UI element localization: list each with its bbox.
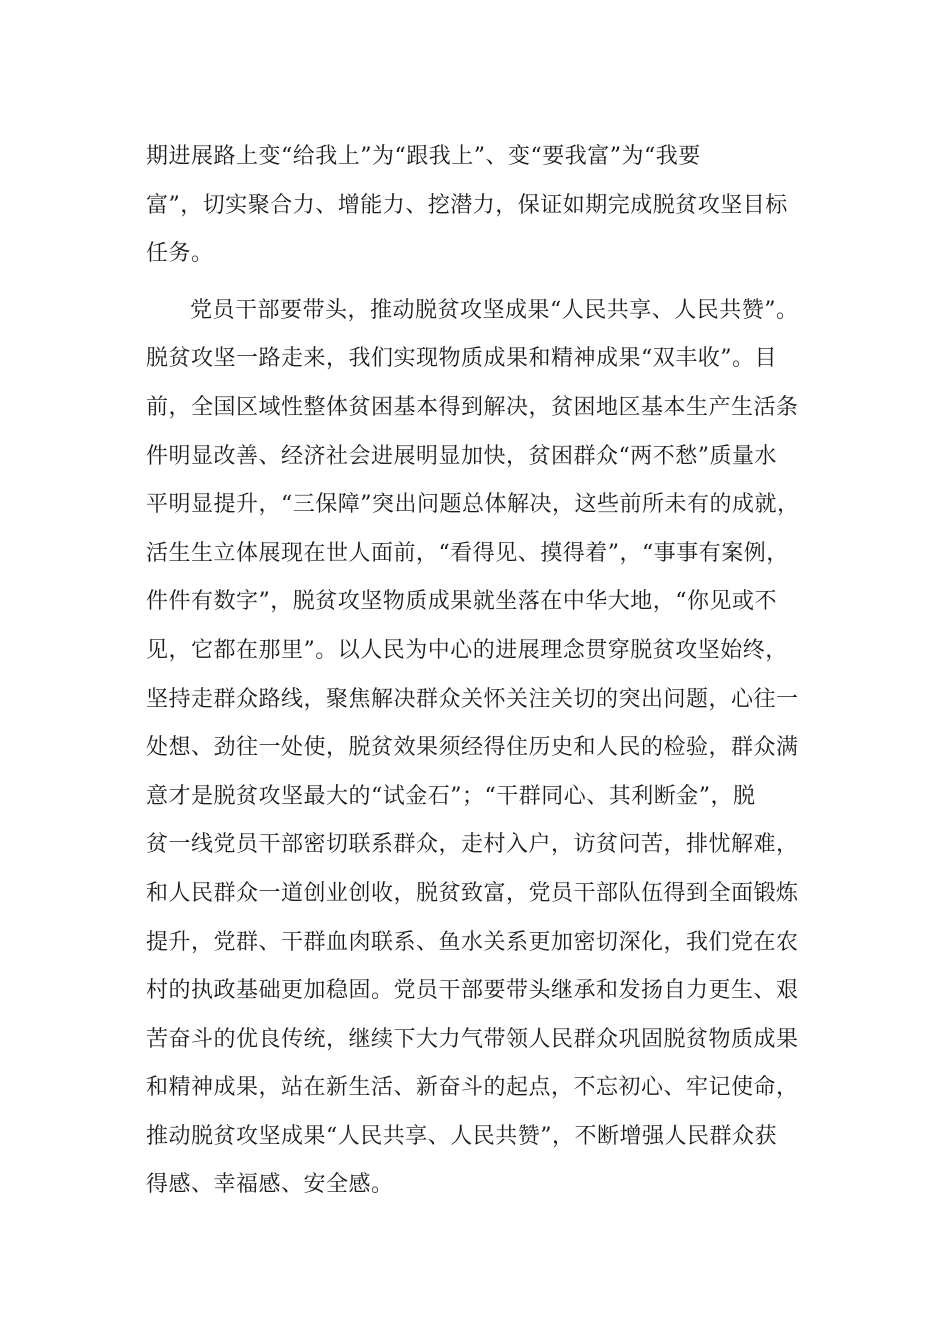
- document-body: [146, 133, 846, 1210]
- text-line: 苦奋斗的优良传统，继续下大力气带领人民群众巩固脱贫物质成果: [146, 1026, 799, 1052]
- text-line: 前，全国区域性整体贫困基本得到解决，贫困地区基本生产生活条: [146, 394, 799, 420]
- text-line: 贫一线党员干部密切联系群众，走村入户，访贫问苦，排忧解难，: [146, 832, 799, 858]
- text-line: 得感、幸福感、安全感。: [146, 1172, 394, 1198]
- text-line: 坚持走群众路线，聚焦解决群众关怀关注关切的突出问题，心往一: [146, 686, 799, 712]
- text-line: 平明显提升，“三保障”突出问题总体解决，这些前所未有的成就，: [146, 492, 800, 518]
- text-line: 任务。: [146, 241, 214, 267]
- text-line: 件明显改善、经济社会进展明显加快，贫困群众“两不愁”质量水: [146, 443, 777, 469]
- text-line: 村的执政基础更加稳固。党员干部要带头继承和发扬自力更生、艰: [146, 978, 799, 1004]
- text-line: 见，它都在那里”。以人民为中心的进展理念贯穿脱贫攻坚始终，: [146, 637, 788, 663]
- text-line: 处想、劲往一处使，脱贫效果须经得住历史和人民的检验，群众满: [146, 735, 799, 761]
- text-line: 件件有数字”，脱贫攻坚物质成果就坐落在中华大地，“你见或不: [146, 589, 777, 615]
- text-line: 和精神成果，站在新生活、新奋斗的起点，不忘初心、牢记使命，: [146, 1075, 799, 1101]
- text-line: 意才是脱贫攻坚最大的“试金石”；“干群同心、其利断金”，脱: [146, 783, 756, 809]
- text-line: 期进展路上变“给我上”为“跟我上”、变“要我富”为“我要: [146, 144, 701, 169]
- text-line: 活生生立体展现在世人面前，“看得见、摸得着”，“事事有案例，: [146, 540, 789, 566]
- text-line: 推动脱贫攻坚成果“人民共享、人民共赞”，不断增强人民群众获: [146, 1123, 777, 1149]
- text-line: 和人民群众一道创业创收，脱贫致富，党员干部队伍得到全面锻炼: [146, 880, 799, 906]
- text-line: 脱贫攻坚一路走来，我们实现物质成果和精神成果“双丰收”。目: [146, 346, 777, 372]
- paragraph-first-line: 党员干部要带头，推动脱贫攻坚成果“人民共享、人民共赞”。: [190, 297, 799, 323]
- text-line: 富”，切实聚合力、增能力、挖潜力，保证如期完成脱贫攻坚目标: [146, 192, 788, 218]
- text-line: 提升，党群、干群血肉联系、鱼水关系更加密切深化，我们党在农: [146, 929, 799, 955]
